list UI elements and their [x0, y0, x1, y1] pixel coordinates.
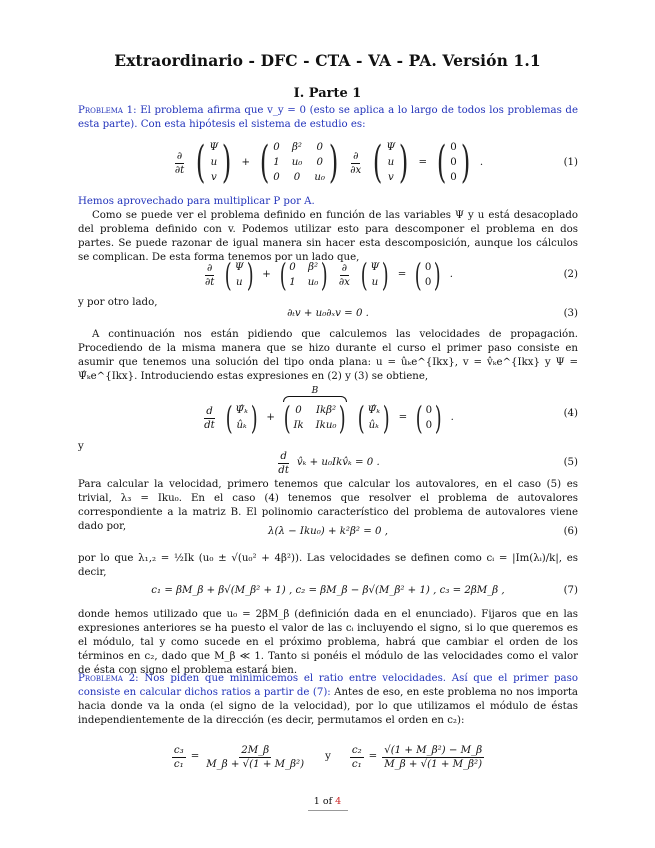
document-title: Extraordinario - DFC - CTA - VA - PA. Versión 1.1: [114, 51, 541, 70]
problem-2-statement: [78, 672, 578, 728]
equation-number: (6): [563, 526, 578, 537]
equation-ratios: $\frac{\text{c₃}}{\text{c₁}}$ = $\frac{2M\_\beta}{\text{M\_β + √(1 + M\_β²)}}$ y $\frac{\text{c₂}}{\text{c₁}}$ = $\frac{\text{√(1 + M\_β²) − M\_β}}{\text{M\_β + √(1 + M\_β²)}}$: [173, 744, 483, 770]
equation-5: $\frac{d}{dt}$ v̂ₖ + u₀Ikv̂ₖ = 0 . (5): [278, 450, 578, 476]
problem-2-question: Nos piden que minimicemos el ratio entre velocidades. Así que el primer paso consiste en calcular dichos ratios a partir de (7):: [78, 673, 578, 698]
zero-vector: ( 0 0 0 ): [436, 137, 471, 188]
equation-7: c₁ = βM_β + β√(M_β² + 1) , c₂ = βM_β − β√(M_β² + 1) , c₃ = 2βM_β , (7): [151, 585, 578, 596]
note-multiply: Hemos aprovechado para multiplicar P por A.: [78, 196, 315, 207]
problem-1-text: El problema afirma que v_y = 0 (esto se aplica a lo largo de todos los problemas de esta parte). Con esta hipótesis el sistema de estudio es:: [78, 105, 578, 130]
page-footer: [0, 795, 655, 809]
equation-1: $\frac{\partial}{\partial t}$ ( Ψ u v ) + ( 0 β² 0 1 u₀ 0 0 0 u₀ ) $\frac{\partial}{\partial x}$ ( Ψ u v ) = ( 0 0 0 ) . (1): [174, 137, 578, 188]
coefficient-matrix: ( 0 β² 0 1 u₀ 0 0 0 u₀ ): [259, 137, 339, 188]
section-heading: I. Parte 1: [293, 86, 362, 101]
problem-1-statement: [78, 104, 578, 132]
equation-3: ∂ₜv + u₀∂ₓv = 0 . (3): [287, 308, 578, 319]
problem-2-text: Antes de eso, en este problema no nos importa hacia donde va la onda (el signo de la velocidad), por lo que utilizamos el módulo de éstas independientemente de la dirección (es decir, permutamos el orden en c₂):: [78, 687, 579, 726]
equation-6: λ(λ − Iku₀) + k²β² = 0 , (6): [268, 526, 578, 537]
page-of: of: [322, 796, 333, 807]
equation-4: $\frac{d}{dt}$ ( Ψ̂ₖ ûₖ ) + B ( 0 Ikβ² Ik Iku₀ ) ( Ψ̂ₖ ûₖ ) = ( 0 0 ) . (4): [204, 386, 578, 437]
page-total-link[interactable]: 4: [335, 796, 342, 807]
problem-1-label: Problema 1:: [78, 105, 137, 116]
matrix-B: B ( 0 Ikβ² Ik Iku₀ ): [283, 386, 347, 437]
equation-number: (1): [563, 157, 578, 168]
equation-number: (2): [563, 269, 578, 280]
paragraph-lambda: por lo que λ₁,₂ = ½Ik (u₀ ± √(u₀² + 4β²)). Las velocidades se definen como cᵢ = |Im(λᵢ)/k|, es decir,: [78, 553, 578, 578]
paragraph-decoupled: Como se puede ver el problema definido en función de las variables Ψ y u está desacoplado del problema definido con v. Podemos utilizar esto para descomponer el problema en dos partes. Se puede razonar de igual manera sin hacer esta descomposición, aunque los cálculos se complican. De esta forma tenemos por un lado que,: [78, 210, 578, 263]
paragraph-signs: donde hemos utilizado que u₀ = 2βM_β (definición dada en el enunciado). Fijaros que en las expresiones anteriores se ha puesto el valor de las cᵢ incluyendo el signo, si lo que queremos es el módulo, tal y como sucede en el próximo problema, habrá que cambiar el orden de los términos en c₂, dado que M_β ≪ 1. Tanto si ponéis el módulo de las velocidades como el valor de ésta con signo el problema estará bien.: [78, 609, 578, 676]
and-word: y: [78, 441, 84, 452]
state-vector: ( Ψ u v ): [196, 137, 232, 188]
equation-number: (7): [563, 585, 578, 596]
and-other-side: y por otro lado,: [78, 297, 158, 308]
equation-number: (4): [563, 408, 578, 419]
paragraph-propagation: A continuación nos están pidiendo que calculemos las velocidades de propagación. Procediendo de la misma manera que se hizo durante el curso el primer paso consiste en asumir que tenemos una solución del tipo onda plana: u = ûₖe^{Ikx}, v = v̂ₖe^{Ikx} y Ψ = Ψ̂ₖe^{Ikx}. Introduciendo estas expresiones en (2) y (3) se obtiene,: [78, 329, 578, 382]
state-vector-2: ( Ψ u v ): [373, 137, 409, 188]
footer-rule: [308, 810, 348, 811]
paragraph-eigenvalues: Para calcular la velocidad, primero tenemos que calcular los autovalores, en el caso (5) es trivial, λ₃ = Iku₀. En el caso (4) tenemos que resolver el problema de autovalores correspondiente a la matriz B. El polinomio característico del problema de autovalores viene dado por,: [78, 479, 578, 532]
equation-number: (3): [563, 308, 578, 319]
page-number: 1: [313, 796, 320, 807]
partial-x: $\frac{\partial}{\partial x}$: [350, 150, 362, 176]
equation-2: $\frac{\partial}{\partial t}$ ( Ψ u ) + ( 0 β² 1 u₀ ) $\frac{\partial}{\partial x}$ ( Ψ u ) = ( 0 0 ) . (2): [204, 256, 578, 294]
equation-number: (5): [563, 457, 578, 468]
problem-2-label: Problema 2:: [78, 673, 139, 684]
partial-t: $\frac{\partial}{\partial t}$: [174, 150, 185, 176]
